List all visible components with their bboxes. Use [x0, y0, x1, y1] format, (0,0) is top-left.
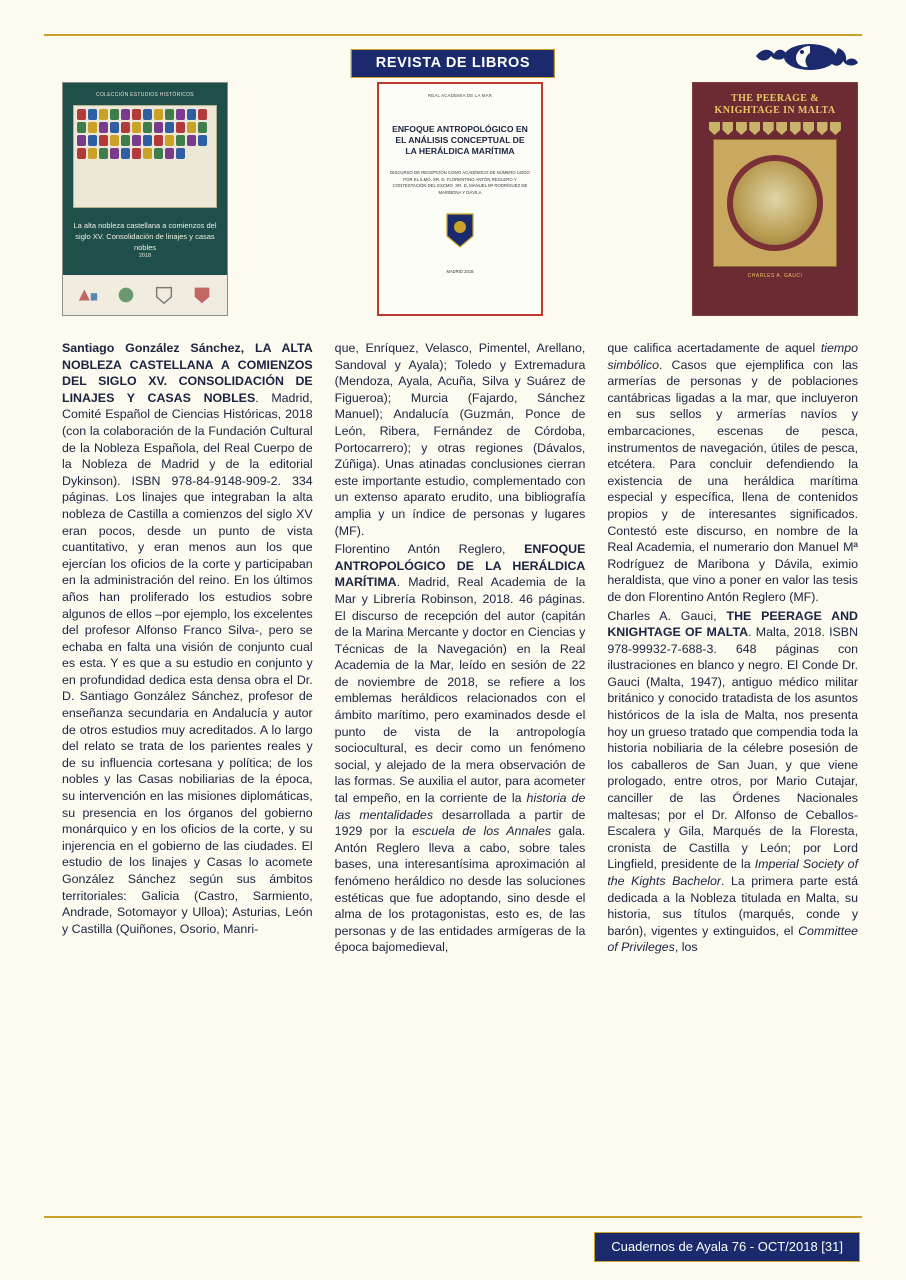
cover3-shield-strip: [709, 122, 841, 135]
book-cover-2: [377, 82, 543, 316]
publisher-mark-icon: [115, 284, 137, 306]
book-cover-1: [62, 82, 228, 316]
ayala-swan-logo-icon: [750, 36, 860, 78]
text-column-1: [62, 340, 313, 1196]
cover3-author: CHARLES A. GAUCI: [747, 273, 803, 279]
review-paragraph: Santiago González Sánchez, LA ALTA NOBLEZA CASTELLANA A COMIENZOS DEL SIGLO XV. CONSOLIDACIÓN DE LINAJES Y CASAS NOBLES. Madrid, Comité Español de Ciencias Históricas, 2018 (con la colaboración de la Fundación Cultural de la Nobleza Española, del Real Cuerpo de la Nobleza de Madrid y de la editorial Dykinson). ISBN 978-84-9148-909-2. 334 páginas. Los linajes que integraban la alta nobleza de Castilla a comienzos del siglo XV eran pocos, desde un punto de vista cuantitativo, y eran menos aun los que ejercían los oficios de la corte y participaban en la administración del reino. En los últimos años han proliferado los estudios sobre algunos de ellos –por ejemplo, los excelentes del profesor Alfonso Franco Silva-, pero se echaba en falta una visión de conjunto cual es esta. Y es que a su estudio en conjunto y en profundidad dedica esta densa obra el Dr. D. Santiago González Sánchez, profesor de enseñanza secundaria en Andalucía y autor de otros estudios muy acreditados. A lo largo del relato se trata de los parientes reales y de su influencia cortesana y política; de los nobles y las Casas nobiliarias de la época, su intervención en las misiones diplomáticas, su presencia en los órganos del gobierno monárquico y en los oficios de la corte, y su injerencia en el gobierno de las ciudades. El estudio de los linajes y Casas lo acomete González Sánchez según sus ámbitos territoriales: Galicia (Castro, Sarmiento, Andrade, Sotomayor y Ulloa); Asturias, León y Castilla (Quiñones, Osorio, Manri-: [62, 341, 313, 936]
cover2-top-line: REAL ACADEMIA DE LA MAR: [427, 93, 493, 98]
review-paragraph: que, Enríquez, Velasco, Pimentel, Arellano, Sandoval y Ayala); Toledo y Extremadura (Mendoza, Ayala, Acuña, Silva y Suárez de Figueroa); Murcia (Fajardo, Sánchez Manuel); Andalucía (Guzmán, Ponce de León, Ribera, Fernández de Córdoba, Portocarrero); y otras regiones (Dávalos, Zúñiga). Unas atinadas conclusiones cierran este importante estudio, complementado con un extenso aparato erudito, una bibliografía amplia y un índice de personas y lugares (MF).: [334, 341, 586, 538]
text-column-2: [335, 340, 586, 1196]
review-paragraph: Charles A. Gauci, THE PEERAGE AND KNIGHTAGE OF MALTA. Malta, 2018. ISBN 978-99932-7-688-3. 648 páginas con ilustraciones en blanco y negro. El Conde Dr. Gauci (Malta, 1947), antiguo médico militar británico y conocido tratadista de los asuntos históricos de la isla de Malta, nos presenta hoy un grueso tratado que compendia toda la historia nobiliaria de la célebre posesión de los caballeros de San Juan, y que viene prologado, entre otros, por Mario Cutajar, canciller de las Órdenes Nacionales maltesas; por el Dr. Alfonso de Ceballos-Escalera y Gila, Marqués de la Floresta, cronista de Castilla y León; por Lord Lingfield, presidente de la Imperial Society of the Kights Bachelor. La primera parte está dedicada a la Nobleza titulada en Malta, su historia, sus títulos (marqués, conde y barón), vigentes y extinguidos, el Committee of Privileges, los: [607, 608, 859, 955]
cover2-subtitle: DISCURSO DE RECEPCIÓN COMO ACADÉMICO DE NÚMERO LEÍDO POR EL ILMO. SR. D. FLORENTINO ANTÓN REGLERO Y CONTESTACIÓN DEL EXCMO. SR. D. MANUEL Mª RODRÍGUEZ DE MARIBONA Y DÁVILA: [390, 170, 530, 195]
cover1-year: 2018: [138, 253, 152, 259]
article-columns: [62, 340, 858, 1196]
cover1-main-text: La alta nobleza castellana a comienzos del siglo XV. Consolidación de linajes y casas nobles: [73, 221, 217, 252]
cover1-small-title: COLECCIÓN ESTUDIOS HISTÓRICOS: [96, 92, 194, 98]
text-column-3: [607, 340, 858, 1196]
review-paragraph: que califica acertadamente de aquel tiempo simbólico. Casos que ejemplifica con las armerías de personas y de poblaciones cantábricas ligadas a la mar, que incluyeron en sus sellos y armerías navíos y embarcaciones, escenas de pesca, instrumentos de navegación, útiles de pesca, etcétera. Para concluir defendiendo la existencia de una heráldica marítima especial y específica, llena de contenidos propios y de interesantes significados. Contestó este discurso, en nombre de la Real Academia, el numerario don Manuel Mª Rodríguez de Maribona y Dávila, eximio heraldista, que vino a poner en valor las tesis de don Florentino Antón Reglero (MF).: [607, 341, 859, 604]
section-banner: REVISTA DE LIBROS: [351, 49, 555, 78]
cover1-artwork: [73, 105, 217, 208]
publisher-mark-icon: [153, 284, 175, 306]
cover1-publisher-marks: [63, 275, 227, 315]
bottom-rule: [44, 1216, 862, 1218]
publisher-mark-icon: [191, 284, 213, 306]
book-covers-row: [62, 82, 858, 324]
publisher-mark-icon: [77, 284, 99, 306]
book-cover-3: [692, 82, 858, 316]
cover2-footer: MADRID 2018: [446, 269, 474, 274]
cover3-title: THE PEERAGE & KNIGHTAGE IN MALTA: [714, 93, 836, 116]
academy-seal-icon: [445, 212, 475, 248]
review-paragraph: Florentino Antón Reglero, ENFOQUE ANTROPOLÓGICO DE LA HERÁLDICA MARÍTIMA. Madrid, Real Academia de la Mar y Librería Robinson, 2018. 46 páginas. El discurso de recepción del autor (capitán de la Marina Mercante y doctor en Ciencias y Técnicas de la Navegación) en la Real Academia de la Mar, leído en sesión de 22 de noviembre de 2018, se refiere a los emblemas heráldicos relacionados con el ámbito marítimo, pero examinados desde el punto de vista de la antropología sociocultural, es decir como un fenómeno social, y alejado de la mera observación de las formas. Se auxilia el autor, para acometer tal empeño, en la corriente de la historia de las mentalidades desarrollada a partir de 1929 por la escuela de los Annales gala. Antón Reglero lleva a cabo, sobre tales bases, una interesantísima aproximación al fenómeno heráldico no desde las soluciones estéticas que fue adoptando, sino desde el alma de los protagonistas, esto es, de las personas y de las entidades armígeras de la época bajomedieval,: [334, 542, 586, 955]
page-footer: Cuadernos de Ayala 76 - OCT/2018 [31]: [594, 1232, 860, 1262]
cover3-artwork: [713, 139, 837, 267]
top-rule: [44, 34, 862, 36]
cover2-title: ENFOQUE ANTROPOLÓGICO EN EL ANÁLISIS CONCEPTUAL DE LA HERÁLDICA MARÍTIMA: [392, 124, 528, 156]
